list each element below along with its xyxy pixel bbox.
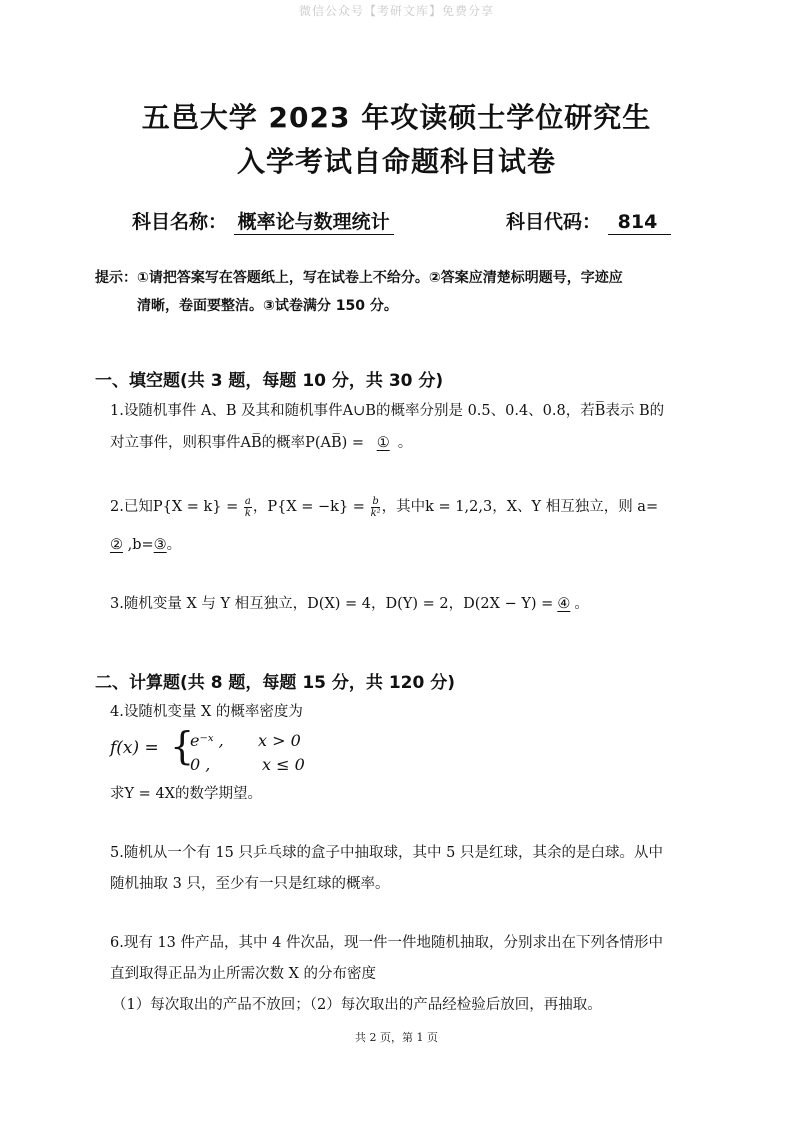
exam-title-line2: 入学考试自命题科目试卷 xyxy=(236,145,556,178)
q2-suffix: ，其中k = 1,2,3，X、Y 相互独立，则 a= xyxy=(381,499,659,515)
q6-line2: 直到取得正品为止所需次数 X 的分布密度 xyxy=(110,966,377,982)
q1-end: 。 xyxy=(397,435,413,451)
subject-name-value: 概率论与数理统计 xyxy=(234,211,394,235)
q3-end: 。 xyxy=(574,596,589,612)
subject-code-row xyxy=(506,207,671,234)
q4-intro: 4.设随机变量 X 的概率密度为 xyxy=(110,704,303,720)
subject-code-label: 科目代码： xyxy=(506,211,602,233)
subject-name-label: 科目名称： xyxy=(132,211,228,233)
q2-fraction-b: $\frac{b}{\text{k²}}$ xyxy=(370,495,381,519)
q1-text: 对立事件，则积事件AB̅的概率P(AB̅) = xyxy=(110,435,369,451)
notice-line2: 清晰，卷面要整洁。③试卷满分 150 分。 xyxy=(137,298,398,314)
q4-case1-expr: e⁻ˣ , xyxy=(190,731,224,750)
q5-line1: 5.随机从一个有 15 只乒乓球的盒子中抽取球，其中 5 只是红球，其余的是白球。从中 xyxy=(110,845,663,861)
section2-heading: 二、计算题(共 8 题，每题 15 分，共 120 分) xyxy=(95,673,456,693)
q3-text: 3.随机变量 X 与 Y 相互独立，D(X) = 4，D(Y) = 2，D(2X − Y) = xyxy=(110,596,554,612)
q2-line2 xyxy=(110,530,181,560)
notice-line1: 提示：①请把答案写在答题纸上，写在试卷上不给分。②答案应清楚标明题号，字迹应 xyxy=(95,270,623,286)
blank-2: ② xyxy=(110,537,123,553)
blank-3: ③ xyxy=(153,537,167,553)
q6-line1: 6.现有 13 件产品，其中 4 件次品，现一件一件地随机抽取，分别求出在下列各情形中 xyxy=(110,935,663,951)
subject-code-value: 814 xyxy=(608,211,672,235)
q2-end: 。 xyxy=(166,537,182,553)
exam-title-line1: 五邑大学 2023 年攻读硕士学位研究生 xyxy=(141,101,652,134)
page-footer: 共 2 页，第 1 页 xyxy=(355,1031,438,1044)
q4-fx-label: f(x) = xyxy=(110,738,159,758)
q2-fraction-a: $\frac{a}{k}$ xyxy=(244,495,251,519)
q4-ask: 求Y = 4X的数学期望。 xyxy=(110,786,262,802)
q2-mid2: ,b= xyxy=(123,537,154,553)
subject-name-row xyxy=(132,207,394,234)
blank-1: ① xyxy=(376,435,390,451)
q2-line1 xyxy=(110,492,658,522)
section1-heading: 一、填空题(共 3 题，每题 10 分，共 30 分) xyxy=(95,371,444,391)
blank-4: ④ xyxy=(557,596,571,612)
q4-brace: { xyxy=(170,724,195,768)
q1-line2 xyxy=(110,428,412,458)
q4-case2-expr: 0 , xyxy=(190,755,211,774)
q3-line xyxy=(110,589,589,619)
q4-case1-cond: x > 0 xyxy=(258,731,301,750)
q5-line2: 随机抽取 3 只，至少有一只是红球的概率。 xyxy=(110,876,390,892)
q4-case2-cond: x ≤ 0 xyxy=(262,755,305,774)
q2-prefix: 2.已知P{X = k} = xyxy=(110,499,243,515)
q6-line3: （1）每次取出的产品不放回；（2）每次取出的产品经检验后放回，再抽取。 xyxy=(112,997,602,1013)
q2-middle: ，P{X = −k} = xyxy=(252,499,370,515)
q1-line1: 1.设随机事件 A、B 及其和随机事件A∪B的概率分别是 0.5、0.4、0.8，若B̅表示 B的 xyxy=(110,403,665,419)
watermark: 微信公众号【考研文库】免费分享 xyxy=(298,4,494,18)
